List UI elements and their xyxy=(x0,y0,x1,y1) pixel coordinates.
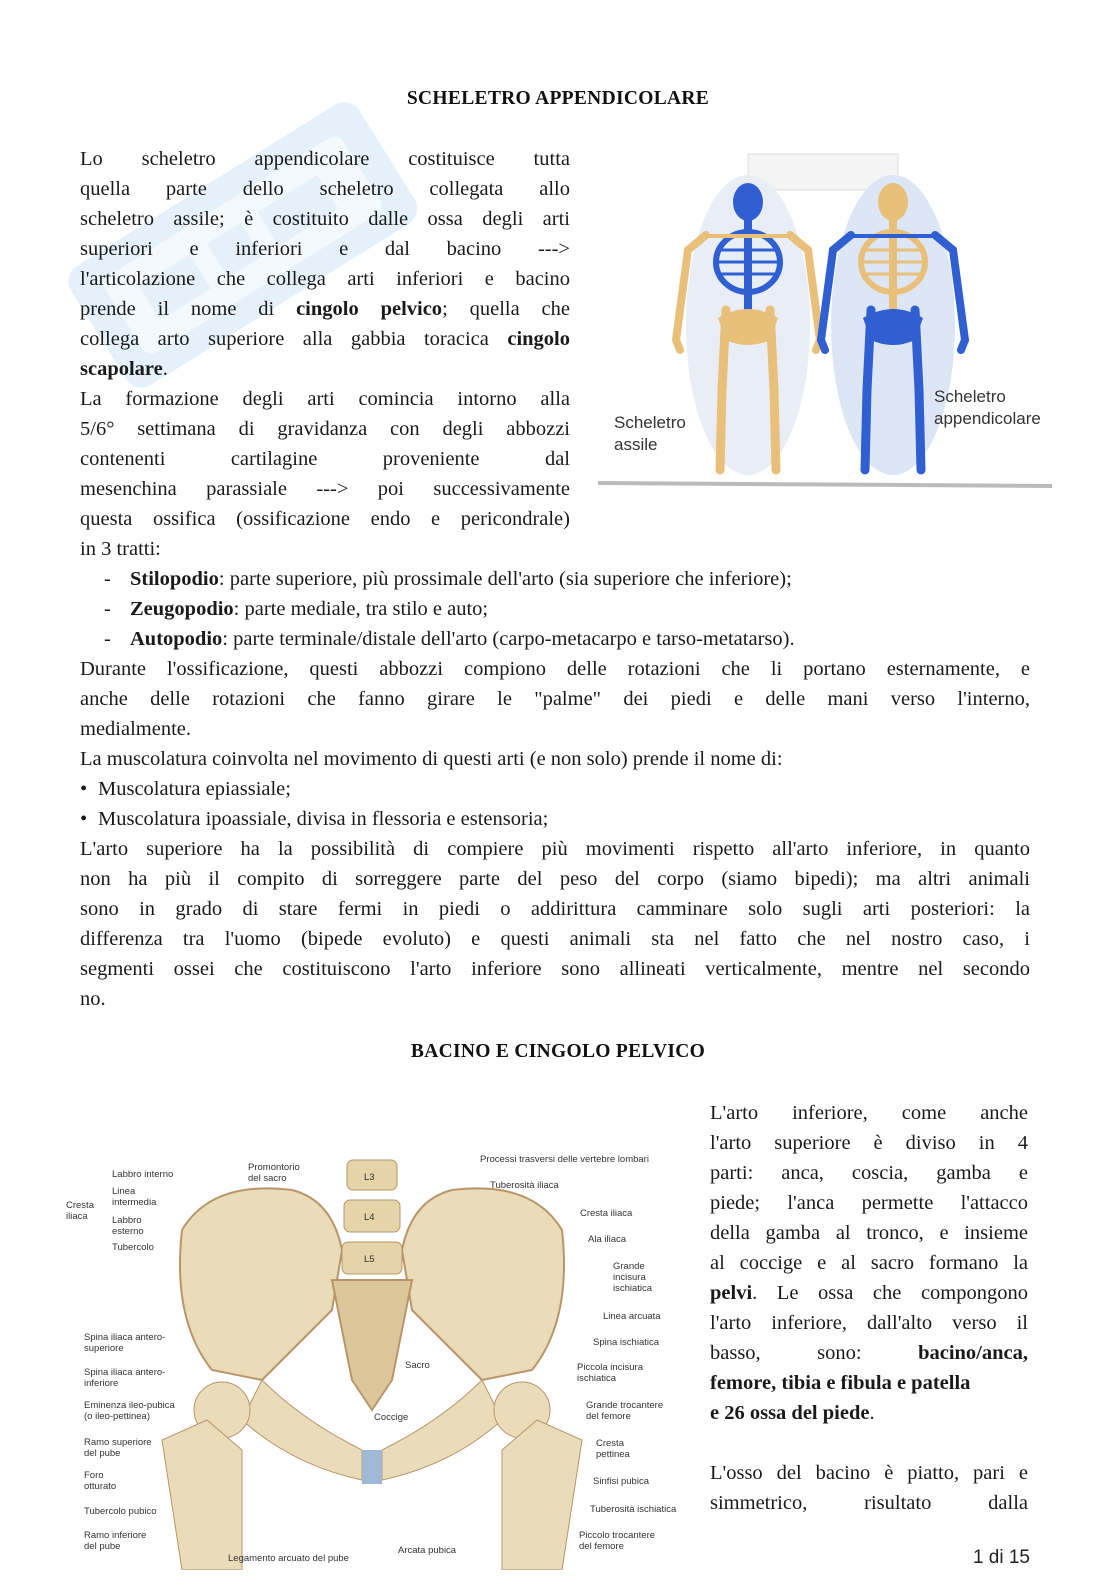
text-line: no. xyxy=(80,988,106,1010)
text-line: L'arto inferiore, come anche xyxy=(710,1102,1028,1124)
label-l4: L4 xyxy=(364,1212,375,1223)
pubic-symphysis xyxy=(362,1450,382,1484)
text-line: scheletro assile; è costituito dalle ossa degli arti xyxy=(80,208,570,230)
text-line: Durante l'ossificazione, questi abbozzi compiono delle rotazioni che li portano esternamente, e xyxy=(80,658,1030,680)
text-line: La formazione degli arti comincia intorno alla xyxy=(80,388,570,410)
svg-text:Eminenza ileo-pubica: Eminenza ileo-pubica xyxy=(84,1400,175,1411)
label-l5: L5 xyxy=(364,1254,375,1265)
text-line: in 3 tratti: xyxy=(80,538,161,560)
text-line: L'osso del bacino è piatto, pari e xyxy=(710,1462,1028,1484)
svg-text:(o ileo-pettinea): (o ileo-pettinea) xyxy=(84,1411,151,1422)
text-line: l'articolazione che collega arti inferiori e bacino xyxy=(80,268,570,290)
svg-text:del femore: del femore xyxy=(586,1411,631,1422)
svg-text:Processi trasversi delle verte: Processi trasversi delle vertebre lombari xyxy=(480,1154,649,1165)
svg-text:Cresta: Cresta xyxy=(596,1438,624,1449)
text-line: basso, sono: bacino/anca, xyxy=(710,1342,1028,1364)
term-scapolare: scapolare xyxy=(80,358,163,380)
svg-text:Sinfisi pubica: Sinfisi pubica xyxy=(593,1476,649,1487)
text-line: La muscolatura coinvolta nel movimento di questi arti (e non solo) prende il nome di: xyxy=(80,748,783,770)
svg-text:Cresta iliaca: Cresta iliaca xyxy=(580,1208,633,1219)
label-axial-1: Scheletro xyxy=(614,413,686,432)
svg-text:inferiore: inferiore xyxy=(84,1378,119,1389)
svg-text:superiore: superiore xyxy=(84,1343,124,1354)
intro-paragraph xyxy=(80,144,570,564)
text-line: 5/6° settimana di gravidanza con degli abbozzi xyxy=(80,418,570,440)
page-number: 1 di 15 xyxy=(972,1547,1030,1568)
list-item: - Autopodio: parte terminale/distale dell'arto (carpo-metacarpo e tarso-metatarso). xyxy=(104,628,795,650)
svg-text:ischiatica: ischiatica xyxy=(613,1283,653,1294)
segments-list xyxy=(80,564,1040,654)
text-line: L'arto superiore ha la possibilità di compiere più movimenti rispetto all'arto inferiore, in quanto xyxy=(80,838,1030,860)
label-l3: L3 xyxy=(364,1172,375,1183)
text-line: differenza tra l'uomo (bipede evoluto) e questi animali sta nel fatto che nel nostro caso, i xyxy=(80,928,1030,950)
svg-text:Labbro interno: Labbro interno xyxy=(112,1169,174,1180)
svg-text:pettinea: pettinea xyxy=(596,1449,630,1460)
svg-text:Ala iliaca: Ala iliaca xyxy=(588,1234,627,1245)
text-line: segmenti ossei che costituiscono l'arto inferiore sono allineati verticalmente, mentre nel secondo xyxy=(80,958,1030,980)
text-line: scapolare. xyxy=(80,358,168,380)
text-line: l'arto superiore è diviso in 4 xyxy=(710,1132,1028,1154)
svg-text:Spina ischiatica: Spina ischiatica xyxy=(593,1337,660,1348)
pelvis-figure xyxy=(62,1120,688,1570)
text-line: al coccige e al sacro formano la xyxy=(710,1252,1028,1274)
appendicular-skeleton-illustration xyxy=(821,175,965,475)
text-line: parti: anca, coscia, gamba e xyxy=(710,1162,1028,1184)
text-line: anche delle rotazioni che fanno girare le "palme" dei piedi e delle mani verso l'interno, xyxy=(80,688,1030,710)
text-line: non ha più il compito di sorreggere parte del peso del corpo (siamo bipedi); ma altri animali xyxy=(80,868,1030,890)
text-line: femore, tibia e fibula e patella xyxy=(710,1372,971,1394)
text-line: quella parte dello scheletro collegata allo xyxy=(80,178,570,200)
text-line: l'arto inferiore, dall'alto verso il xyxy=(710,1312,1028,1334)
text-line: sono in grado di stare fermi in piedi o addirittura camminare solo sugli arti posteriori: la xyxy=(80,898,1030,920)
list-item: - Stilopodio: parte superiore, più prossimale dell'arto (sia superiore che inferiore); xyxy=(104,568,792,590)
label-coccige: Coccige xyxy=(374,1412,409,1423)
svg-text:Arcata pubica: Arcata pubica xyxy=(398,1545,457,1556)
svg-text:Legamento arcuato del pube: Legamento arcuato del pube xyxy=(228,1553,349,1564)
svg-text:del pube: del pube xyxy=(84,1541,121,1552)
svg-text:ischiatica: ischiatica xyxy=(577,1373,617,1384)
svg-text:Linea: Linea xyxy=(112,1186,136,1197)
label-axial-2: assile xyxy=(614,435,658,454)
label-appendicular-2: appendicolare xyxy=(934,409,1041,428)
svg-text:iliaca: iliaca xyxy=(66,1211,88,1222)
term-cingolo-pelvico: cingolo pelvico xyxy=(296,298,443,320)
svg-text:Tuberosità iliaca: Tuberosità iliaca xyxy=(490,1180,559,1191)
svg-text:incisura: incisura xyxy=(613,1272,646,1283)
svg-text:del femore: del femore xyxy=(579,1541,624,1552)
label-sacro: Sacro xyxy=(405,1360,430,1371)
section-title: BACINO E CINGOLO PELVICO xyxy=(410,1041,706,1062)
text-line: questa ossifica (ossificazione endo e pericondrale) xyxy=(80,508,570,530)
page-title: SCHELETRO APPENDICOLARE xyxy=(406,88,710,109)
svg-text:Tubercolo pubico: Tubercolo pubico xyxy=(84,1506,157,1517)
text-line: della gamba al tronco, e insieme xyxy=(710,1222,1028,1244)
svg-text:esterno: esterno xyxy=(112,1226,144,1237)
text-line: superiori e inferiori e dal bacino ---> xyxy=(80,238,570,260)
skeleton-figure xyxy=(598,150,1054,490)
list-item: - Zeugopodio: parte mediale, tra stilo e auto; xyxy=(104,598,489,620)
text-line: piede; l'anca permette l'attacco xyxy=(710,1192,1028,1214)
svg-text:del sacro: del sacro xyxy=(248,1173,287,1184)
svg-text:Tuberosità ischiatica: Tuberosità ischiatica xyxy=(590,1504,677,1515)
text-line: collega arto superiore alla gabbia toracica cingolo xyxy=(80,328,570,350)
list-item: • Muscolatura ipoassiale, divisa in flessoria e estensoria; xyxy=(80,808,549,830)
text-line: e 26 ossa del piede. xyxy=(710,1402,875,1424)
svg-text:otturato: otturato xyxy=(84,1481,117,1492)
term-pelvi: pelvi xyxy=(710,1282,753,1304)
svg-text:Promontorio: Promontorio xyxy=(248,1162,300,1173)
svg-text:Spina iliaca antero-: Spina iliaca antero- xyxy=(84,1332,166,1343)
blank-line xyxy=(710,1428,1028,1458)
figure-baseline xyxy=(598,483,1052,486)
svg-text:Linea arcuata: Linea arcuata xyxy=(603,1311,661,1322)
text-line: contenenti cartilagine proveniente dal xyxy=(80,448,570,470)
svg-text:Grande: Grande xyxy=(613,1261,645,1272)
svg-text:Piccola incisura: Piccola incisura xyxy=(577,1362,643,1373)
svg-text:Ramo inferiore: Ramo inferiore xyxy=(84,1530,147,1541)
label-appendicular-1: Scheletro xyxy=(934,387,1006,406)
term-cingolo: cingolo xyxy=(507,328,570,350)
svg-text:Grande trocantere: Grande trocantere xyxy=(586,1400,664,1411)
text-line: Lo scheletro appendicolare costituisce tutta xyxy=(80,148,570,170)
svg-text:Labbro: Labbro xyxy=(112,1215,142,1226)
text-line: mesenchina parassiale ---> poi successivamente xyxy=(80,478,570,500)
svg-text:del pube: del pube xyxy=(84,1448,121,1459)
svg-text:Tubercolo: Tubercolo xyxy=(112,1242,154,1253)
list-item: • Muscolatura epiassiale; xyxy=(80,778,291,800)
text-line: simmetrico, risultato dalla xyxy=(710,1492,1028,1514)
text-line: pelvi. Le ossa che compongono xyxy=(710,1282,1028,1304)
pelvis-paragraph xyxy=(710,1098,1028,1518)
text-line: medialmente. xyxy=(80,718,191,740)
svg-text:Ramo superiore: Ramo superiore xyxy=(84,1437,152,1448)
text-line: prende il nome di cingolo pelvico; quella che xyxy=(80,298,571,320)
svg-text:Piccolo trocantere: Piccolo trocantere xyxy=(579,1530,656,1541)
svg-text:Foro: Foro xyxy=(84,1470,104,1481)
svg-text:Spina iliaca antero-: Spina iliaca antero- xyxy=(84,1367,166,1378)
body-paragraphs xyxy=(80,654,1030,1014)
svg-text:Cresta: Cresta xyxy=(66,1200,94,1211)
svg-text:intermedia: intermedia xyxy=(112,1197,157,1208)
axial-skeleton-illustration xyxy=(676,175,820,475)
